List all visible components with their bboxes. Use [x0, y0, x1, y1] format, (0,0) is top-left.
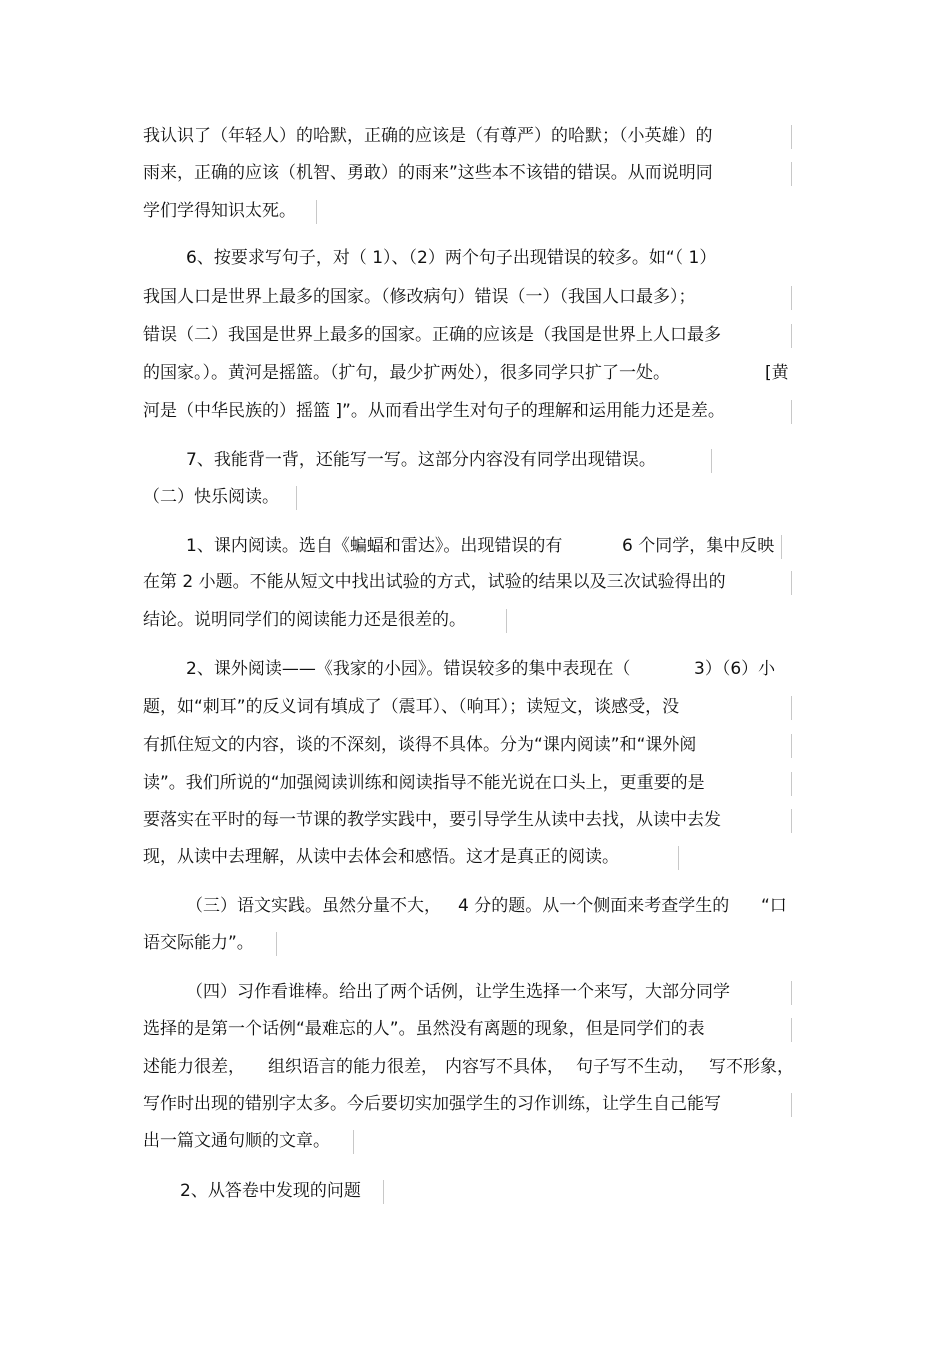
text-line — [143, 1018, 793, 1042]
text-span: 河是（中华民族的）摇篮 ]”。从而看出学生对句子的理解和运用能力还是差。 — [143, 401, 725, 421]
text-span: [黄 — [765, 363, 789, 383]
text-line — [143, 571, 793, 595]
text-span: 的国家。）。黄河是摇篮。（扩句，最少扩两处），很多同学只扩了一处。 — [143, 363, 670, 383]
text-line — [186, 981, 793, 1005]
text-span: 我国人口是世界上最多的国家。（修改病句）错误（一）（我国人口最多）； — [143, 287, 696, 307]
line-edge-marker — [316, 200, 317, 224]
text-line — [186, 895, 793, 919]
text-span: 学们学得知识太死。 — [143, 201, 296, 221]
text-span: 写作时出现的错别字太多。今后要切实加强学生的习作训练，让学生自己能写 — [143, 1094, 721, 1114]
text-line — [143, 125, 793, 149]
line-edge-marker — [791, 1018, 792, 1042]
line-edge-marker — [791, 286, 792, 310]
text-span: 要落实在平时的每一节课的教学实践中，要引导学生从读中去找，从读中去发 — [143, 810, 721, 830]
line-edge-marker — [383, 1180, 384, 1204]
line-edge-marker — [791, 1093, 792, 1117]
line-edge-marker — [791, 981, 792, 1005]
text-span: 2、课外阅读——《我家的小园》。错误较多的集中表现在（ — [186, 659, 631, 679]
line-edge-marker — [791, 734, 792, 758]
text-span: 句子写不生动， — [576, 1057, 695, 1077]
text-line — [143, 1130, 355, 1154]
line-edge-marker — [791, 571, 792, 595]
text-span: （二）快乐阅读。 — [143, 487, 279, 507]
text-span: 错误（二）我国是世界上最多的国家。正确的应该是（我国是世界上人口最多 — [143, 325, 721, 345]
text-line — [143, 734, 793, 758]
text-span: 6 个同学，集中反映 — [622, 536, 775, 556]
line-edge-marker — [791, 125, 792, 149]
text-span: 写不形象， — [709, 1057, 794, 1077]
text-line — [143, 932, 278, 956]
text-line — [143, 162, 793, 186]
text-span: 结论。说明同学们的阅读能力还是很差的。 — [143, 610, 466, 630]
text-span: 出一篇文通句顺的文章。 — [143, 1131, 330, 1151]
line-edge-marker — [791, 809, 792, 833]
line-edge-marker — [678, 846, 679, 870]
line-edge-marker — [791, 324, 792, 348]
line-edge-marker — [506, 609, 507, 633]
text-line — [143, 609, 508, 633]
line-edge-marker — [353, 1130, 354, 1154]
text-line — [186, 535, 783, 559]
text-span: 1、课内阅读。选自《蝙蝠和雷达》。出现错误的有 — [186, 536, 563, 556]
text-span: （三）语文实践。虽然分量不大， — [186, 896, 441, 916]
text-span: 选择的是第一个话例“最难忘的人”。虽然没有离题的现象，但是同学们的表 — [143, 1019, 705, 1039]
text-span: 4 分的题。从一个侧面来考查学生的 — [458, 896, 730, 916]
text-line — [186, 449, 713, 473]
text-line — [186, 247, 793, 271]
text-line — [186, 658, 793, 682]
line-edge-marker — [791, 772, 792, 796]
line-edge-marker — [791, 696, 792, 720]
text-line — [143, 772, 793, 796]
text-span: 7、我能背一背，还能写一写。这部分内容没有同学出现错误。 — [186, 450, 656, 470]
text-span: 我认识了（年轻人）的哈默，正确的应该是（有尊严）的哈默；（小英雄）的 — [143, 126, 713, 146]
line-edge-marker — [791, 400, 792, 424]
text-line — [143, 846, 680, 870]
text-line — [143, 696, 793, 720]
text-span: 在第 2 小题。不能从短文中找出试验的方式，试验的结果以及三次试验得出的 — [143, 572, 726, 592]
text-span: 题，如“刺耳”的反义词有填成了（震耳）、（响耳）；读短文，谈感受，没 — [143, 697, 680, 717]
text-line — [143, 362, 793, 386]
text-span: 语交际能力”。 — [143, 933, 254, 953]
line-edge-marker — [296, 486, 297, 510]
text-span: 2、从答卷中发现的问题 — [180, 1181, 361, 1201]
line-edge-marker — [781, 535, 782, 559]
text-span: 内容写不具体， — [445, 1057, 564, 1077]
line-edge-marker — [711, 449, 712, 473]
text-line — [143, 1056, 793, 1080]
text-line — [143, 200, 318, 224]
text-span: 有抓住短文的内容，谈的不深刻，谈得不具体。分为“课内阅读”和“课外阅 — [143, 735, 697, 755]
text-span: 现，从读中去理解，从读中去体会和感悟。这才是真正的阅读。 — [143, 847, 619, 867]
text-span: 读”。我们所说的“加强阅读训练和阅读指导不能光说在口头上，更重要的是 — [143, 773, 705, 793]
text-line — [143, 1093, 793, 1117]
text-span: 组织语言的能力很差， — [268, 1057, 438, 1077]
text-line — [143, 486, 298, 510]
text-span: （四）习作看谁棒。给出了两个话例，让学生选择一个来写，大部分同学 — [186, 982, 730, 1002]
line-edge-marker — [791, 162, 792, 186]
text-span: 3）（6）小 — [694, 659, 776, 679]
text-span: 雨来，正确的应该（机智、勇敢）的雨来”这些本不该错的错误。从而说明同 — [143, 163, 713, 183]
text-span: 6、按要求写句子，对（ 1）、（2）两个句子出现错误的较多。如“（ 1） — [186, 248, 717, 268]
text-line — [143, 809, 793, 833]
text-span: “口 — [761, 896, 787, 916]
text-span: 述能力很差， — [143, 1057, 245, 1077]
text-line — [143, 324, 793, 348]
line-edge-marker — [276, 932, 277, 956]
section-heading — [180, 1180, 385, 1204]
text-line — [143, 286, 793, 310]
text-line — [143, 400, 793, 424]
